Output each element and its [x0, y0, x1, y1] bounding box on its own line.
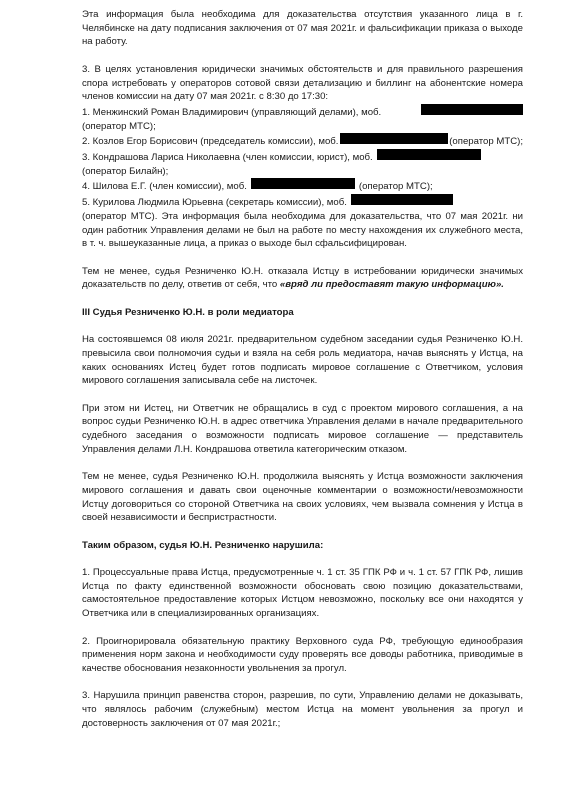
- member-5-operator-and-conclusion: (оператор МТС). Эта информация была необходима для доказательства, что 07 мая 2021г. ни один работник Управления делами не был на работе по месту нахождения их служебного места, в т. ч. вышеуказанные лица, а приказ о выходе был сфальсифицирован.: [82, 210, 523, 250]
- violation-2: 2. Проигнорировала обязательную практику Верховного суда РФ, требующую единообразия применения норм закона и необходимости суду проверять все доводы работника, приводимые в качестве обоснования незаконности увольнения за прогул.: [82, 635, 523, 674]
- redaction-block: [377, 149, 481, 160]
- member-2-operator: (оператор МТС);: [449, 136, 524, 148]
- member-3: [82, 149, 523, 165]
- paragraph-no-settlement: При этом ни Истец, ни Ответчик не обращались в суд с проектом мирового соглашения, а на вопрос судьи Резниченко Ю.Н. в адрес ответчика Управления делами в начале предварительного судебного заседания о возможности подписать мировое соглашение — представитель Управления делами Л.Н. Кондрашова ответила категорическим отказом.: [82, 402, 523, 455]
- member-5-text: 5. Курилова Людмила Юрьевна (секретарь комиссии), моб.: [82, 197, 347, 209]
- member-4-operator: (оператор МТС);: [358, 181, 433, 193]
- summary-heading: Таким образом, судья Ю.Н. Резниченко нарушила:: [82, 539, 324, 551]
- paragraph-mediator: На состоявшемся 08 июля 2021г. предварительном судебном заседании судья Резниченко Ю.Н. превысила свои полномочия судьи и взяла на себя роль медиатора, начав выяснять у Истца, на каких основаниях Истец будет готов подписать мировое соглашение с Ответчиком, условия мирового соглашения записывала себе на листочек.: [82, 334, 523, 387]
- member-3-operator: (оператор Билайн);: [82, 165, 169, 177]
- member-4: [82, 178, 523, 194]
- paragraph-request-billing: 3. В целях установления юридически значимых обстоятельств и для правильного разрешения спора истребовать у операторов сотовой связи детализацию и биллинг на абонентские номера членов комиссии на дату 07 мая 2021г. с 8:30 до 17:30:: [82, 63, 523, 103]
- member-3-text: 3. Кондрашова Лариса Николаевна (член комиссии, юрист), моб.: [82, 152, 373, 164]
- member-2: [82, 133, 523, 149]
- member-2-text: 2. Козлов Егор Борисович (председатель комиссии), моб.: [82, 136, 339, 148]
- member-4-text: 4. Шилова Е.Г. (член комиссии), моб.: [82, 181, 247, 193]
- member-1-text: 1. Менжинский Роман Владимирович (управляющий делами), моб.: [82, 106, 382, 118]
- refusal-text: Тем не менее, судья Резниченко Ю.Н. отказала Истцу в истребовании юридически значимых доказательств по делу, ответив от себя, что: [82, 265, 523, 291]
- redaction-block: [340, 133, 448, 144]
- section-heading: III Судья Резниченко Ю.Н. в роли медиатора: [82, 306, 294, 318]
- paragraph-continued: Тем не менее, судья Резниченко Ю.Н. продолжила выяснять у Истца возможности заключения мирового соглашения и давать свои оценочные комментарии о возможности/невозможности Истцу договориться со стороной Ответчика на своих условиях, чем вызвала сомнения у Истца в своей независимости и беспристрастности.: [82, 471, 523, 524]
- member-1-operator: (оператор МТС);: [82, 120, 156, 132]
- violation-3: 3. Нарушила принцип равенства сторон, разрешив, по сути, Управлению делами не доказывать, что являлось рабочим (служебным) местом Истца на момент увольнения за прогул и достоверность заключения от 07 мая 2021г.;: [82, 690, 523, 729]
- paragraph-absence: Эта информация была необходима для доказательства отсутствия указанного лица в г. Челябинске на дату подписания заключения от 07 мая 2021г. и фальсификации приказа о выходе на работу.: [82, 9, 523, 48]
- member-5: [82, 194, 523, 210]
- redaction-block: [351, 194, 453, 205]
- redaction-block: [251, 178, 355, 189]
- violation-1: 1. Процессуальные права Истца, предусмотренные ч. 1 ст. 35 ГПК РФ и ч. 1 ст. 57 ГПК РФ, лишив Истца по факту единственной возможности обосновать свою позицию доказательствами, самостоятельное предоставление которых Истцом невозможно, поскольку все они находятся у Ответчика или в специализированных организациях.: [82, 567, 523, 620]
- refusal-quote: «вряд ли предоставят такую информацию».: [279, 279, 504, 291]
- redaction-block: [421, 104, 523, 115]
- member-1: [82, 104, 523, 120]
- paragraph-refusal: [82, 265, 523, 292]
